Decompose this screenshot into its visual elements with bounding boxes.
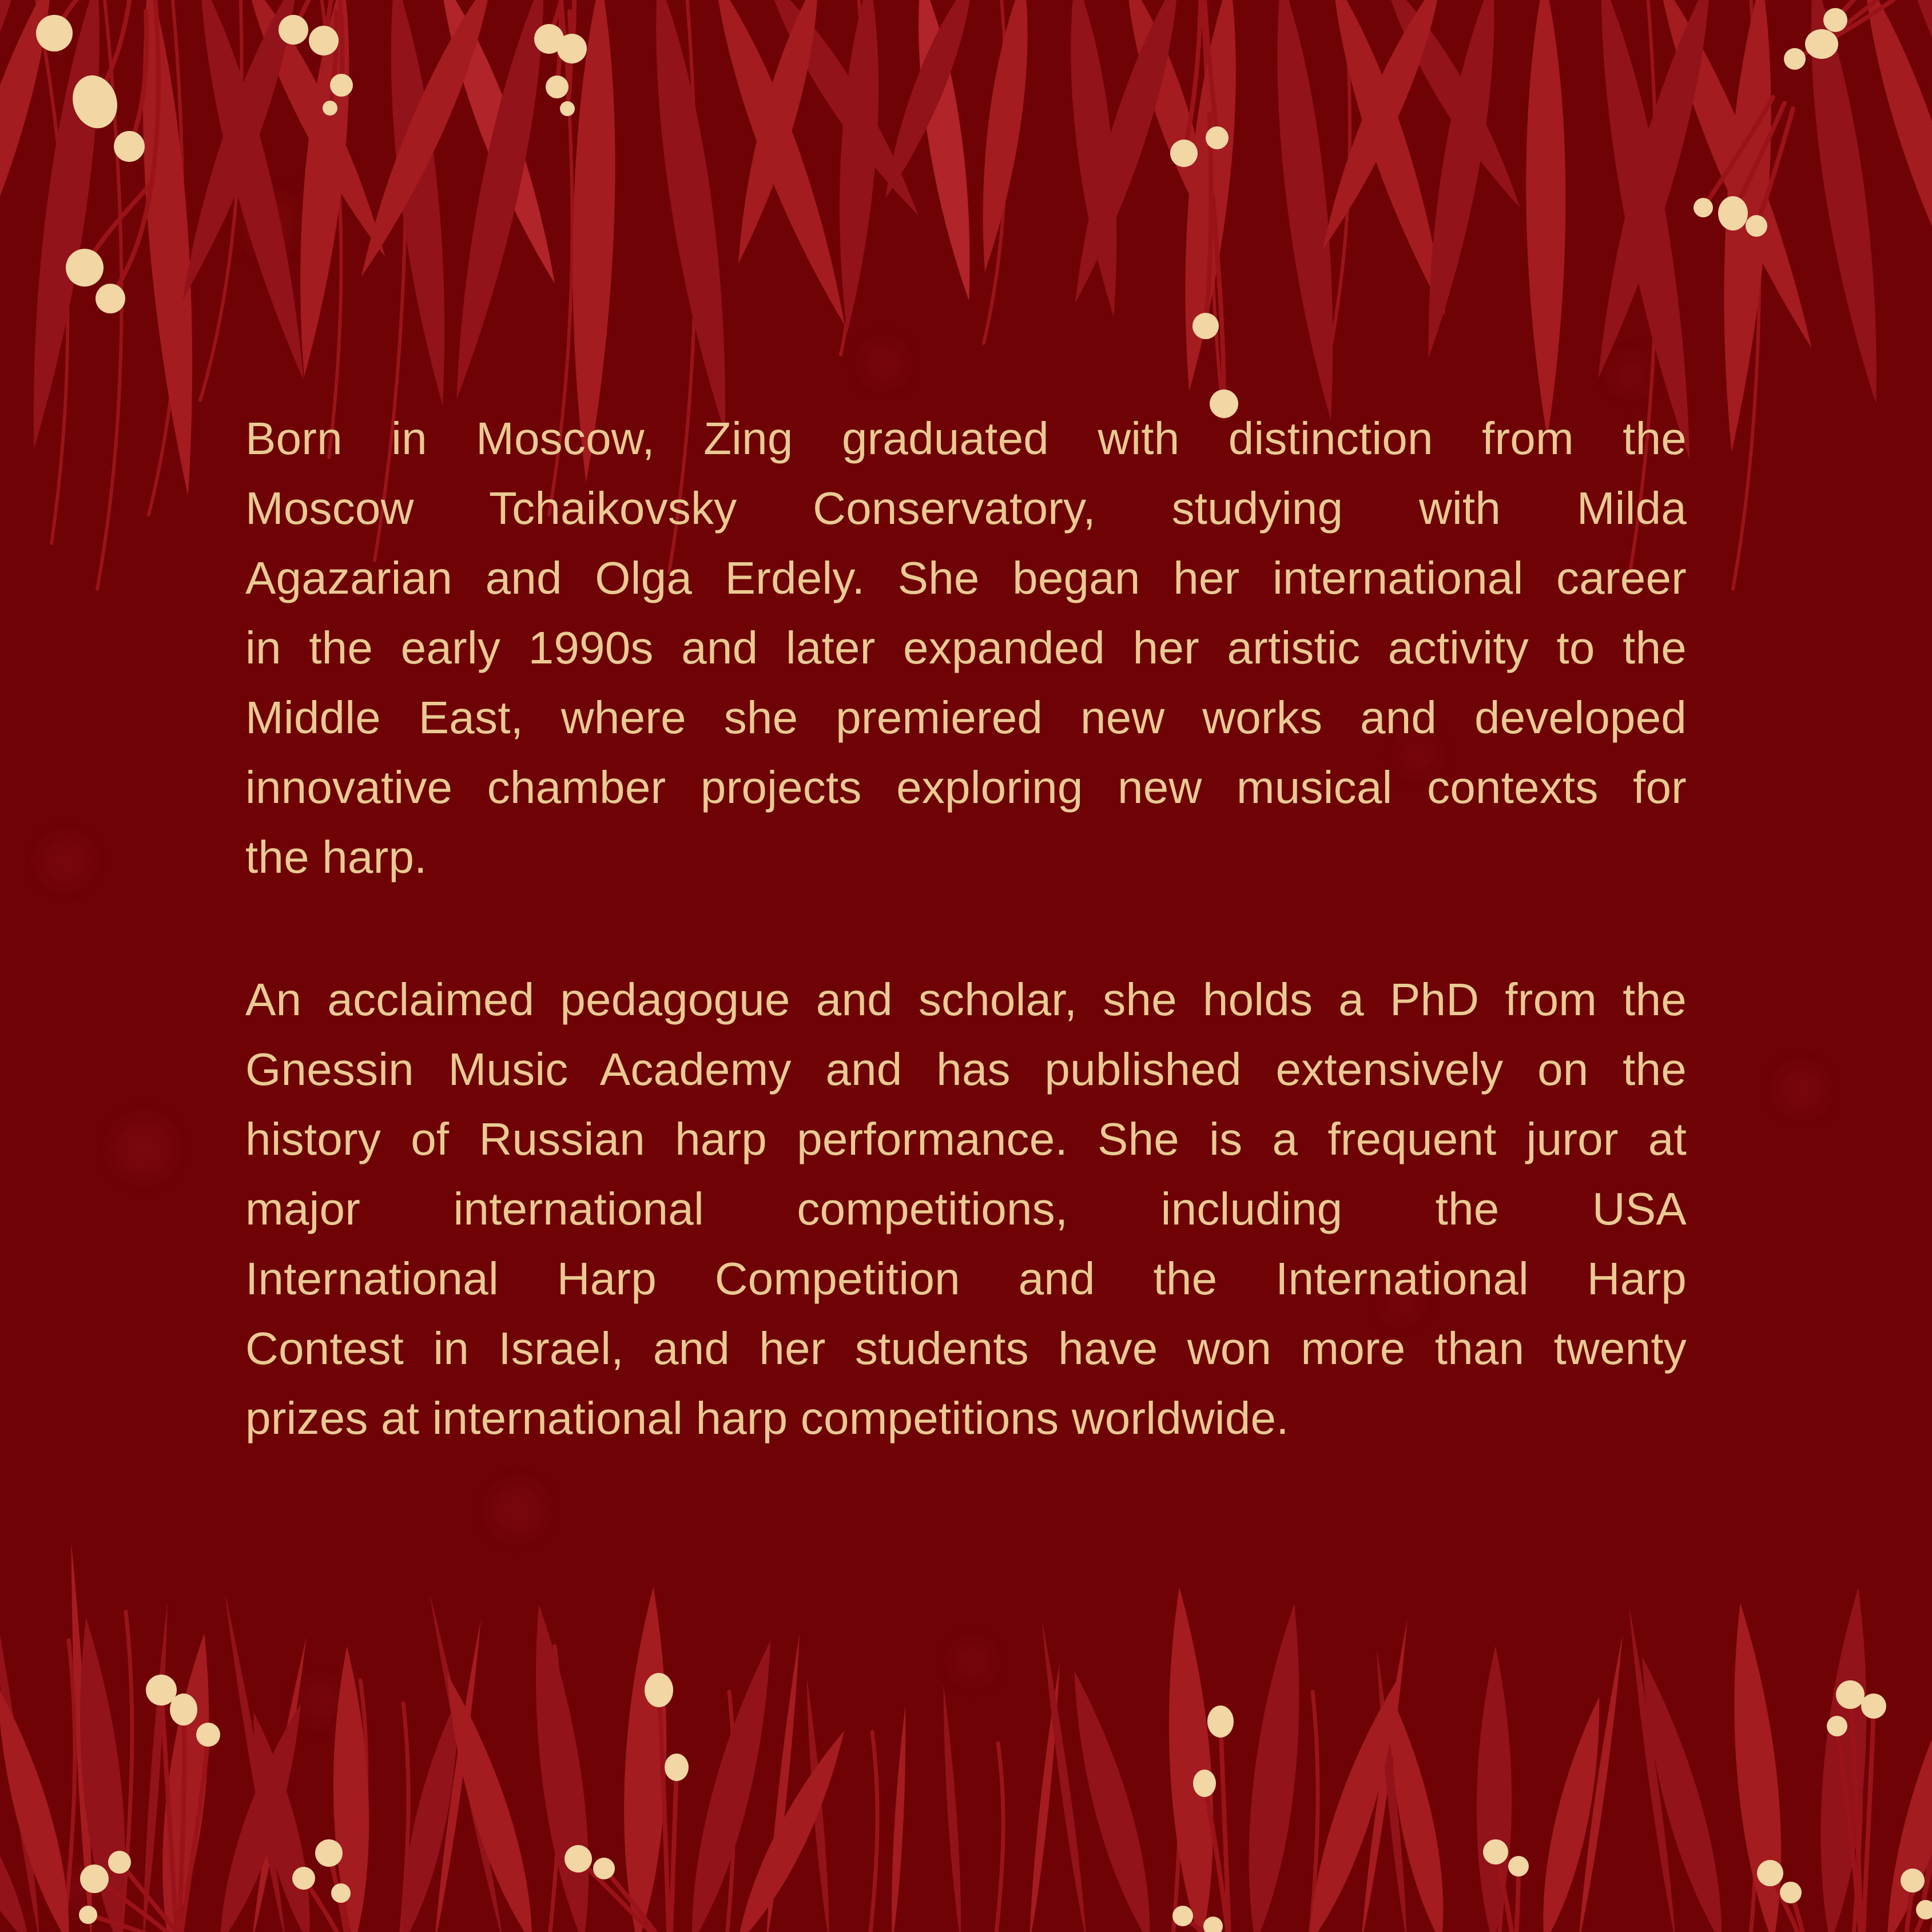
bio-paragraph-1 [245,404,1687,892]
foliage-bottom-decoration [0,1532,1932,1932]
bio-line: major international competitions, including the USA [245,1183,1687,1234]
bio-line: history of Russian harp performance. She is a frequent juror at [245,1114,1687,1164]
bio-line: prizes at international harp competitions worldwide. [245,1393,1289,1444]
bio-line: Born in Moscow, Zing graduated with distinction from the [245,413,1687,464]
bio-line: International Harp Competition and the International Harp [245,1253,1687,1304]
bio-paragraph-2 [245,965,1687,1453]
bio-line: Agazarian and Olga Erdely. She began her international career [245,552,1687,603]
bio-line: An acclaimed pedagogue and scholar, she holds a PhD from the [245,974,1687,1025]
bio-line: the harp. [245,832,427,882]
bio-line: innovative chamber projects exploring new musical contexts for [245,762,1687,813]
bio-line: Contest in Israel, and her students have won more than twenty [245,1323,1687,1374]
bio-text [245,404,1687,1453]
bio-line: Gnessin Music Academy and has published extensively on the [245,1044,1687,1095]
bio-line: Moscow Tchaikovsky Conservatory, studying with Milda [245,483,1687,534]
bio-line: Middle East, where she premiered new works and developed [245,692,1687,743]
bio-line: in the early 1990s and later expanded her artistic activity to the [245,622,1687,673]
